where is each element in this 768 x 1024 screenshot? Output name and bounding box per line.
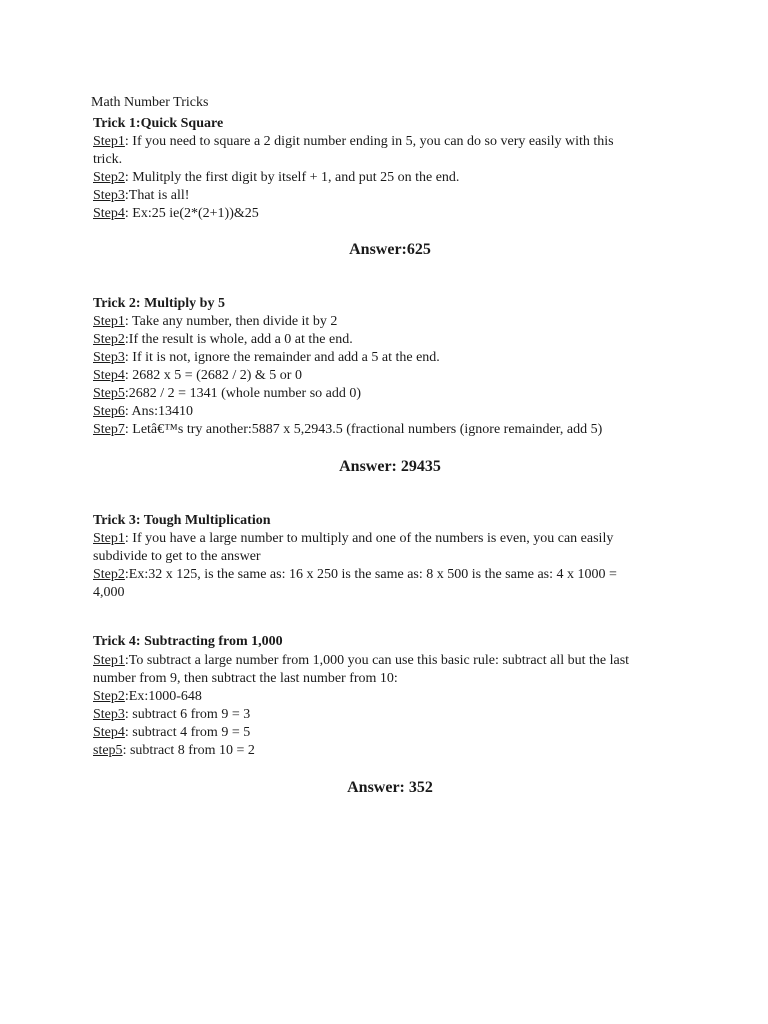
step-text: Ex:1000-648 <box>128 689 202 704</box>
step-label: Step2 <box>93 567 125 582</box>
step-text: If you have a large number to multiply and one of the numbers is even, you can easily <box>128 531 614 546</box>
trick-2-step-5 <box>93 385 673 403</box>
trick-3-step-1-continued <box>93 548 673 566</box>
step-separator: : <box>124 368 129 383</box>
step-label: Step3 <box>93 188 125 203</box>
step-separator: : <box>124 725 129 740</box>
trick-3-step-2 <box>93 566 673 584</box>
step-text: Mulitply the first digit by itself + 1, and put 25 on the end. <box>128 170 460 185</box>
step-separator: : <box>124 350 129 365</box>
step-label: Step1 <box>93 531 125 546</box>
trick-2-step-1 <box>93 313 673 331</box>
trick-1-step-2 <box>93 169 673 187</box>
trick-4-step-1 <box>93 652 673 670</box>
step-text: Ex:32 x 125, is the same as: 16 x 250 is the same as: 8 x 500 is the same as: 4 x 1000 = <box>128 567 617 582</box>
step-label: Step4 <box>93 368 125 383</box>
step-text: If it is not, ignore the remainder and add a 5 at the end. <box>128 350 440 365</box>
step-separator: : <box>122 743 127 758</box>
trick-2-step-4 <box>93 367 673 385</box>
step-text: If the result is whole, add a 0 at the end. <box>128 332 353 347</box>
step-text: Ans:13410 <box>128 404 193 419</box>
step-label: Step4 <box>93 725 125 740</box>
trick-4-step-2 <box>93 688 673 706</box>
trick-4-heading: Trick 4: Subtracting from 1,000 <box>93 634 283 649</box>
step-label: Step2 <box>93 332 125 347</box>
trick-2-step-7 <box>93 421 673 439</box>
step-text: That is all! <box>128 188 190 203</box>
step-text: If you need to square a 2 digit number ending in 5, you can do so very easily with this <box>128 134 614 149</box>
step-separator: : <box>124 567 129 582</box>
step-separator: : <box>124 314 129 329</box>
trick-2-step-3 <box>93 349 673 367</box>
step-separator: : <box>124 404 129 419</box>
trick-2-heading: Trick 2: Multiply by 5 <box>93 296 225 311</box>
trick-1-step-1 <box>93 133 673 151</box>
step-text: Letâ€™s try another:5887 x 5,2943.5 (fractional numbers (ignore remainder, add 5) <box>128 422 603 437</box>
step-label: Step1 <box>93 134 125 149</box>
step-separator: : <box>124 332 129 347</box>
step-text: Take any number, then divide it by 2 <box>128 314 338 329</box>
trick-1-step-4 <box>93 205 673 223</box>
trick-2-answer: Answer: 29435 <box>339 458 441 475</box>
trick-2-step-6 <box>93 403 673 421</box>
step-text: subtract 8 from 10 = 2 <box>126 743 255 758</box>
step-separator: : <box>124 422 129 437</box>
step-text: 2682 x 5 = (2682 / 2) & 5 or 0 <box>128 368 302 383</box>
step-text: trick. <box>93 152 123 167</box>
step-separator: : <box>124 653 129 668</box>
step-separator: : <box>124 188 129 203</box>
trick-4-step-5 <box>93 742 673 760</box>
step-label: Step7 <box>93 422 125 437</box>
step-separator: : <box>124 134 129 149</box>
step-text: subtract 6 from 9 = 3 <box>128 707 251 722</box>
step-label: Step3 <box>93 350 125 365</box>
trick-3-step-2-continued <box>93 584 673 602</box>
step-label: Step6 <box>93 404 125 419</box>
step-text: To subtract a large number from 1,000 you can use this basic rule: subtract all but the last <box>128 653 630 668</box>
document-title: Math Number Tricks <box>91 95 209 110</box>
step-label: step5 <box>93 743 123 758</box>
trick-4-step-3 <box>93 706 673 724</box>
step-label: Step3 <box>93 707 125 722</box>
step-separator: : <box>124 170 129 185</box>
step-separator: : <box>124 206 129 221</box>
trick-3-step-1 <box>93 530 673 548</box>
step-label: Step2 <box>93 170 125 185</box>
trick-4-step-1-continued <box>93 670 673 688</box>
step-label: Step1 <box>93 653 125 668</box>
step-separator: : <box>124 707 129 722</box>
step-label: Step2 <box>93 689 125 704</box>
step-separator: : <box>124 531 129 546</box>
step-separator: : <box>124 689 129 704</box>
trick-4-answer: Answer: 352 <box>347 779 433 796</box>
step-text: number from 9, then subtract the last number from 10: <box>93 671 398 686</box>
step-text: subtract 4 from 9 = 5 <box>128 725 251 740</box>
trick-3-heading: Trick 3: Tough Multiplication <box>93 513 271 528</box>
trick-2-step-2 <box>93 331 673 349</box>
step-text: 2682 / 2 = 1341 (whole number so add 0) <box>128 386 362 401</box>
step-label: Step4 <box>93 206 125 221</box>
step-separator: : <box>124 386 129 401</box>
trick-1-step-1-continued <box>93 151 673 169</box>
trick-4-step-4 <box>93 724 673 742</box>
step-text: Ex:25 ie(2*(2+1))&25 <box>128 206 259 221</box>
step-text: subdivide to get to the answer <box>93 549 261 564</box>
trick-1-step-3 <box>93 187 673 205</box>
step-text: 4,000 <box>93 585 125 600</box>
trick-1-heading: Trick 1:Quick Square <box>93 116 224 131</box>
step-label: Step1 <box>93 314 125 329</box>
step-label: Step5 <box>93 386 125 401</box>
trick-1-answer: Answer:625 <box>349 241 431 258</box>
